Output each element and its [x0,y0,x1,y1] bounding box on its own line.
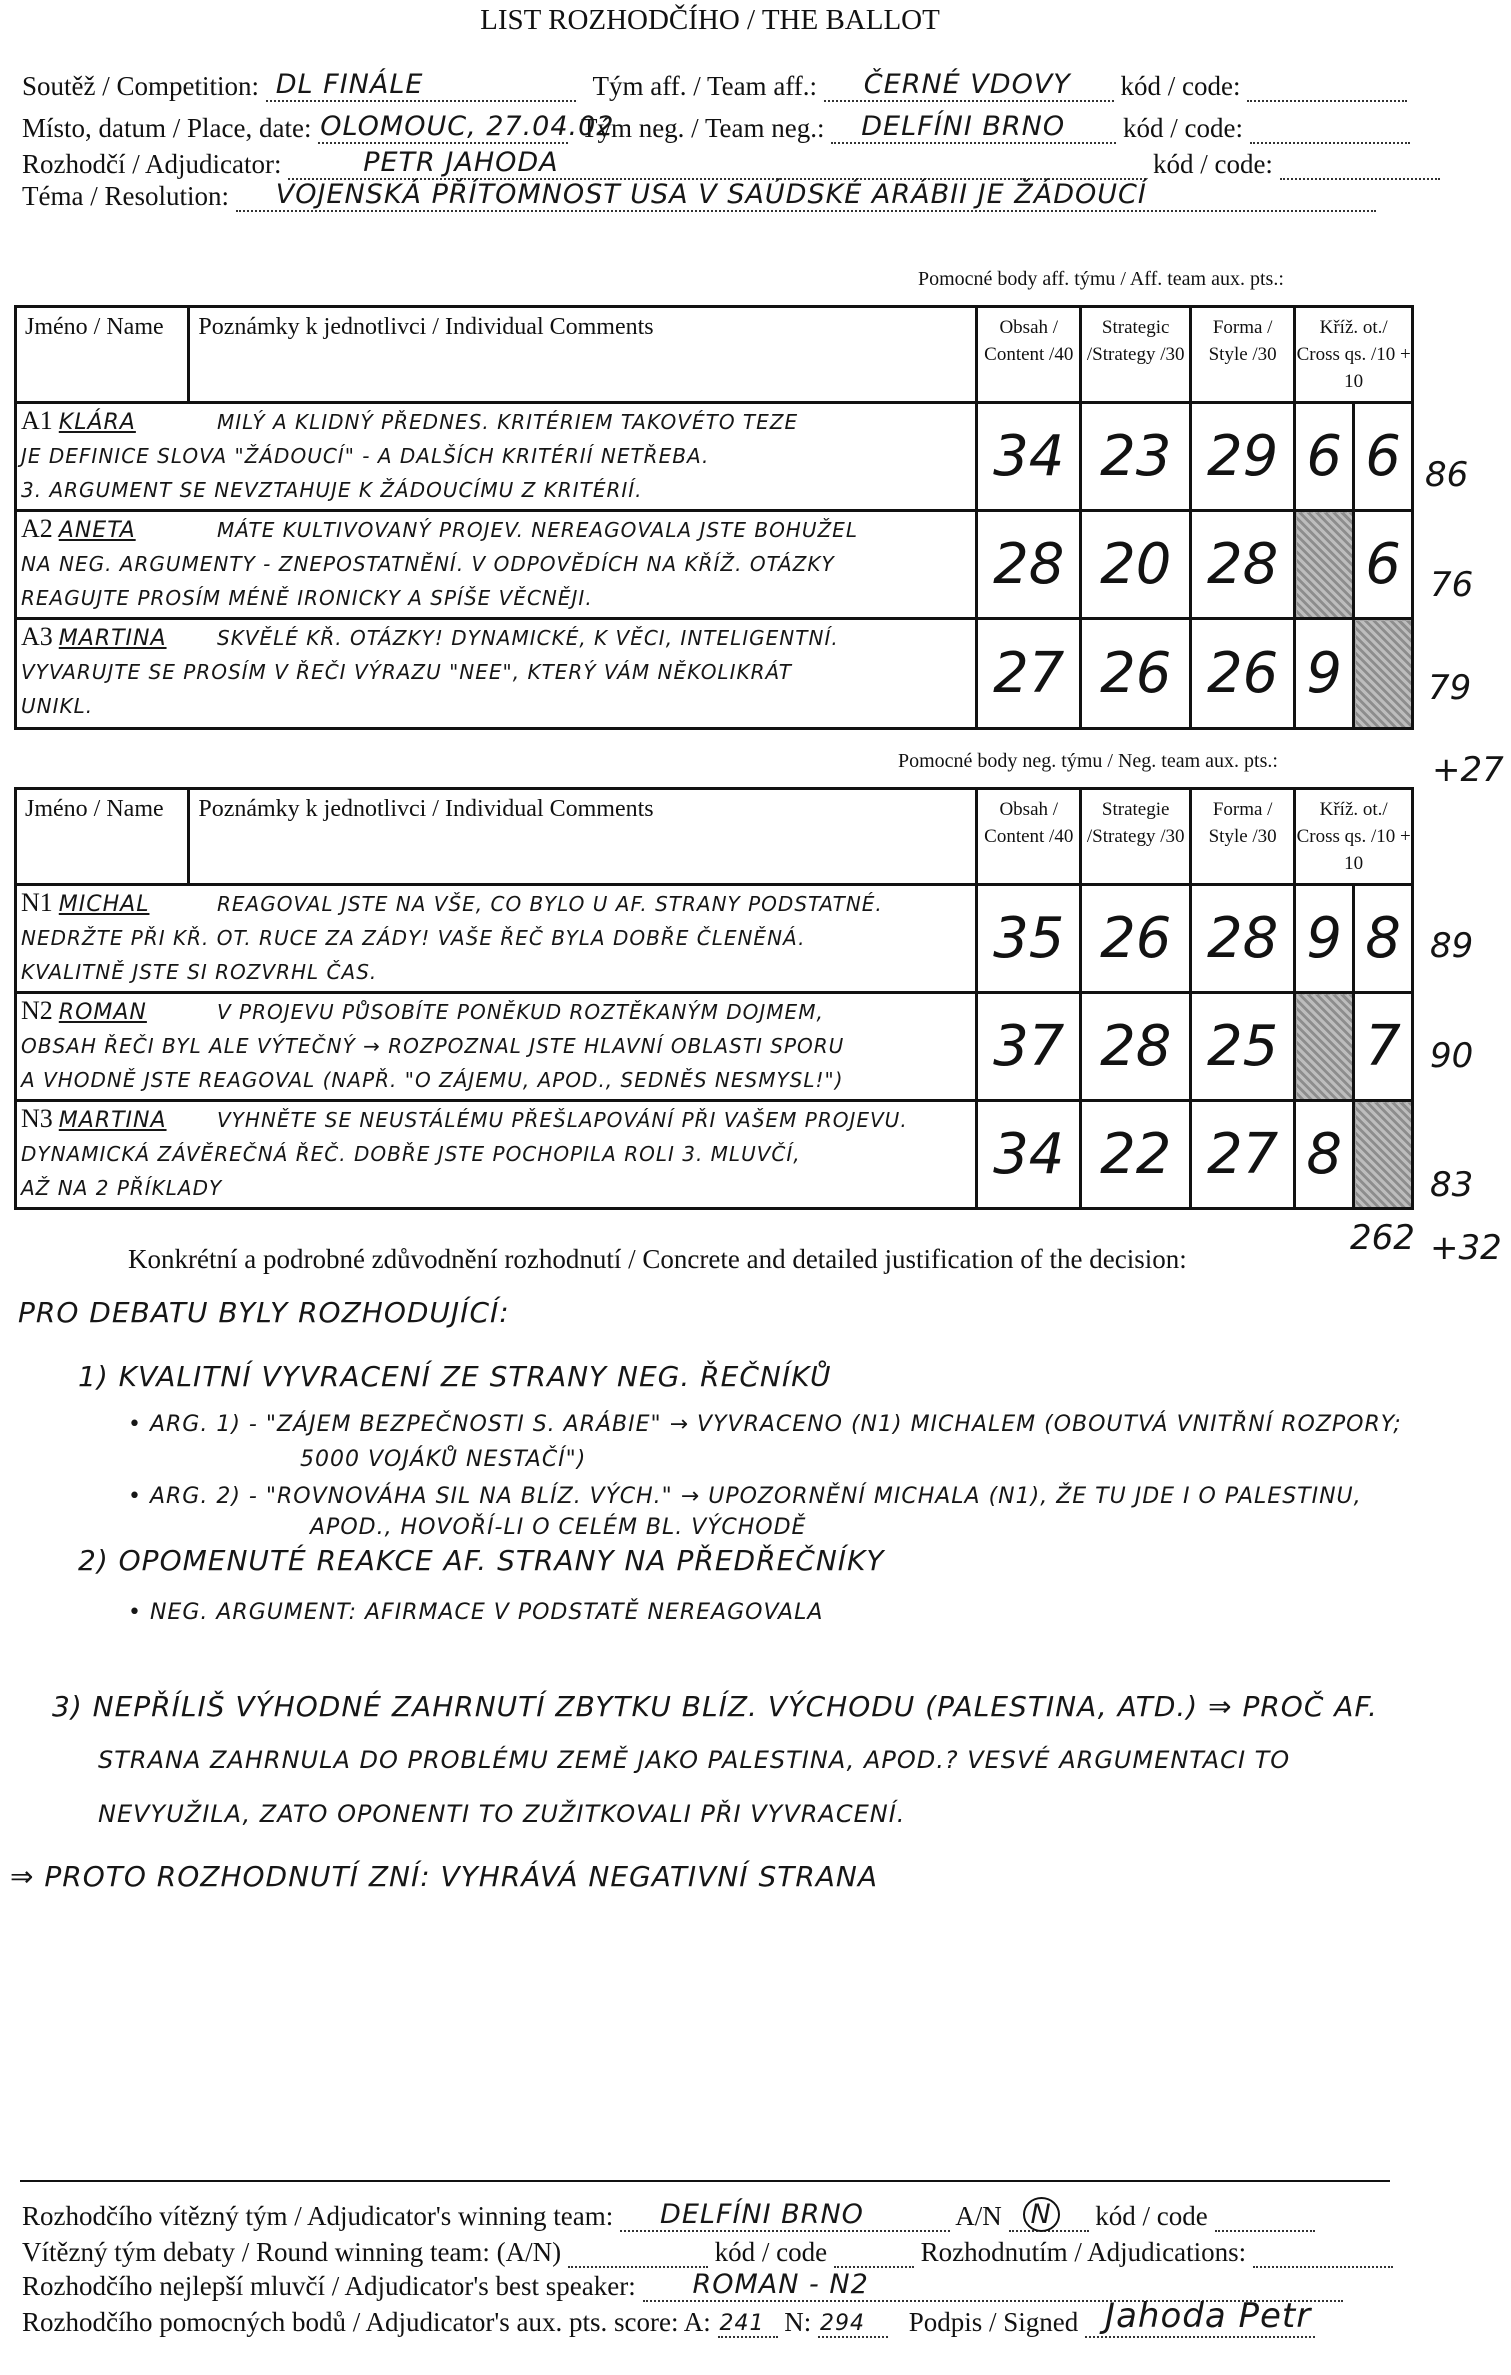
justification-line: 2) OPOMENUTÉ REAKCE AF. STRANY NA PŘEDŘEČNÍKY [78,1544,885,1577]
cross-score-shaded [1295,993,1354,1101]
aux-n-value: 294 [820,2311,866,2336]
speaker-name: ANETA [58,518,136,543]
team-neg-field[interactable] [831,112,1116,144]
winning-team-value: DELFÍNI BRNO [660,2199,864,2230]
aff-aux-label: Pomocné body aff. týmu / Aff. team aux. pts.: [918,268,1284,290]
neg-aux-total: +32 [1430,1228,1502,1268]
resolution-field[interactable] [236,180,1376,212]
style-score[interactable]: 28 [1190,511,1294,619]
team-aff-field[interactable] [824,70,1114,102]
aff-a1-total: 86 [1425,455,1469,495]
aff-col-cross: Kříž. ot./ Cross qs. /10 + 10 [1295,307,1413,403]
neg-col-style: Forma / Style /30 [1190,789,1294,885]
speaker-name: KLÁRA [58,410,136,435]
comment-line: A VHODNĚ JSTE REAGOVAL (NAPŘ. "O ZÁJEMU, APOD., SEDNĚS NESMYSL!") [21,1068,844,1092]
speaker-id: A3 MARTINA [21,622,167,651]
aux-a-field[interactable] [718,2306,778,2338]
signed-label: Podpis / Signed [908,2307,1079,2337]
style-score[interactable]: 28 [1190,885,1294,993]
aff-a2-comment-cell[interactable] [16,511,977,619]
best-speaker-label: Rozhodčího nejlepší mluvčí / Adjudicator's best speaker: [22,2271,636,2301]
place-row [22,112,1410,144]
winning-team-field[interactable] [620,2200,950,2232]
strategy-score[interactable]: 20 [1081,511,1190,619]
cross-score-shaded [1295,511,1354,619]
comment-line: 3. ARGUMENT SE NEVZTAHUJE K ŽÁDOUCÍMU Z KRITÉRIÍ. [21,478,643,502]
aux-n-field[interactable] [818,2306,888,2338]
resolution-value: VOJENSKÁ PŘÍTOMNOST USA V SAÚDSKÉ ARÁBII JE ŽÁDOUCÍ [275,179,1147,210]
cross-score[interactable]: 9 [1295,619,1354,729]
adjudicator-value: PETR JAHODA [363,147,559,178]
winning-team-row [22,2200,1315,2232]
an-label: A/N [955,2201,1002,2231]
neg-n2-comment-cell[interactable] [16,993,977,1101]
neg-header-row [16,789,1413,885]
an-value: N [1023,2197,1060,2232]
neg-col-cross: Kříž. ot./ Cross qs. /10 + 10 [1295,789,1413,885]
comment-line: JE DEFINICE SLOVA "ŽÁDOUCÍ" - A DALŠÍCH KRITÉRIÍ NETŘEBA. [21,444,710,468]
justification-line: • NEG. ARGUMENT: AFIRMACE V PODSTATĚ NEREAGOVALA [128,1600,824,1625]
justification-line: 3) NEPŘÍLIŠ VÝHODNÉ ZAHRNUTÍ ZBYTKU BLÍZ. VÝCHODU (PALESTINA, ATD.) ⇒ PROČ AF. [52,1690,1378,1723]
winning-code-field[interactable] [1215,2200,1315,2232]
content-score[interactable]: 35 [977,885,1081,993]
strategy-score[interactable]: 26 [1081,619,1190,729]
place-field[interactable] [318,111,615,144]
strategy-score[interactable]: 28 [1081,993,1190,1101]
neg-speaker-row-n1 [16,885,1413,993]
justification-line: NEVYUŽILA, ZATO OPONENTI TO ZUŽITKOVALI PŘI VYVRACENÍ. [98,1800,906,1828]
code-field-adj[interactable] [1280,148,1440,180]
aff-col-strategy: Strategic /Strategy /30 [1081,307,1190,403]
adjudications-field[interactable] [1253,2236,1393,2268]
comment-line: DYNAMICKÁ ZÁVĚREČNÁ ŘEČ. DOBŘE JSTE POCHOPILA ROLI 3. MLUVČÍ, [21,1142,801,1166]
content-score[interactable]: 34 [977,403,1081,511]
content-score[interactable]: 37 [977,993,1081,1101]
an-field[interactable] [1009,2200,1089,2232]
comment-line: UNIKL. [21,694,94,718]
competition-label: Soutěž / Competition: [22,71,259,101]
cross-bonus[interactable]: 8 [1354,885,1413,993]
comment-line: VYHNĚTE SE NEUSTÁLÉMU PŘEŠLAPOVÁNÍ PŘI VAŠEM PROJEVU. [217,1108,908,1132]
team-neg-label: Tým neg. / Team neg.: [580,113,825,143]
justification-conclusion: ⇒ PROTO ROZHODNUTÍ ZNÍ: VYHRÁVÁ NEGATIVNÍ STRANA [10,1860,879,1893]
comment-line: REAGOVAL JSTE NA VŠE, CO BYLO U AF. STRANY PODSTATNÉ. [217,892,883,916]
comment-line: OBSAH ŘEČI BYL ALE VÝTEČNÝ → ROZPOZNAL JSTE HLAVNÍ OBLASTI SPORU [21,1034,845,1058]
strategy-score[interactable]: 23 [1081,403,1190,511]
justification-line: 5000 VOJÁKŮ NESTAČÍ") [300,1447,587,1472]
neg-col-content: Obsah / Content /40 [977,789,1081,885]
aff-col-name: Jméno / Name [16,307,189,403]
round-winner-field[interactable] [568,2236,708,2268]
justification-line: PRO DEBATU BYLY ROZHODUJÍCÍ: [18,1296,510,1329]
aux-n-label: N: [784,2307,812,2337]
aff-score-table [14,305,1414,730]
justification-line: • ARG. 2) - "ROVNOVÁHA SIL NA BLÍZ. VÝCH." → UPOZORNĚNÍ MICHALA (N1), ŽE TU JDE I O PALESTINU, [128,1484,1362,1509]
winning-code-label: kód / code [1095,2201,1208,2231]
resolution-row [22,180,1376,212]
neg-col-strategy: Strategie /Strategy /30 [1081,789,1190,885]
speaker-name: MARTINA [58,1108,167,1133]
content-score[interactable]: 27 [977,619,1081,729]
neg-col-name: Jméno / Name [16,789,189,885]
round-code-label: kód / code [714,2237,828,2267]
cross-bonus-shaded [1354,1101,1413,1209]
aff-a3-total: 79 [1428,668,1472,708]
aff-a1-comment-cell[interactable] [16,403,977,511]
comment-line: AŽ NA 2 PŘÍKLADY [21,1176,223,1200]
neg-n1-total: 89 [1430,926,1474,966]
cross-bonus[interactable]: 6 [1354,511,1413,619]
comment-line: MILÝ A KLIDNÝ PŘEDNES. KRITÉRIEM TAKOVÉTO TEZE [217,410,799,434]
neg-speaker-row-n3 [16,1101,1413,1209]
speaker-name: ROMAN [58,1000,147,1025]
adjudicator-row [22,148,1440,180]
style-score[interactable]: 27 [1190,1101,1294,1209]
team-neg-value: DELFÍNI BRNO [861,111,1066,142]
aff-header-row [16,307,1413,403]
justification-line: • ARG. 1) - "ZÁJEM BEZPEČNOSTI S. ARÁBIE" → VYVRACENO (N1) MICHALEM (OBOUTVÁ VNITŘNÍ ROZPORY; [128,1412,1402,1437]
speaker-id: A2 ANETA [21,514,136,543]
aff-col-content: Obsah / Content /40 [977,307,1081,403]
speaker-id: N2 ROMAN [21,996,147,1025]
aff-speaker-row-a2 [16,511,1413,619]
speaker-name: MARTINA [58,626,167,651]
comment-line: SKVĚLÉ KŘ. OTÁZKY! DYNAMICKÉ, K VĚCI, INTELIGENTNÍ. [217,626,839,650]
neg-score-table [14,787,1414,1210]
code-field-neg[interactable] [1250,112,1410,144]
comment-line: REAGUJTE PROSÍM MÉNĚ IRONICKY A SPÍŠE VĚCNĚJI. [21,586,593,610]
aff-col-style: Forma / Style /30 [1190,307,1294,403]
speaker-id: A1 KLÁRA [21,406,136,435]
signature: Jahoda Petr [1105,2296,1312,2336]
justification-label: Konkrétní a podrobné zdůvodnění rozhodnutí / Concrete and detailed justification of the decision: [128,1244,1187,1274]
aff-a3-comment-cell[interactable] [16,619,977,729]
competition-value: DL FINÁLE [275,69,424,100]
aff-speaker-row-a1 [16,403,1413,511]
round-code-field[interactable] [834,2236,914,2268]
neg-speaker-row-n2 [16,993,1413,1101]
competition-field[interactable] [266,70,576,102]
adjudicator-label: Rozhodčí / Adjudicator: [22,149,282,179]
code-label-aff: kód / code: [1120,71,1241,101]
winning-team-label: Rozhodčího vítězný tým / Adjudicator's winning team: [22,2201,614,2231]
style-score[interactable]: 25 [1190,993,1294,1101]
neg-n3-total: 83 [1430,1165,1474,1205]
strategy-score[interactable]: 22 [1081,1101,1190,1209]
code-label-adj: kód / code: [1152,149,1273,179]
aux-score-label: Rozhodčího pomocných bodů / Adjudicator's aux. pts. score: A: [22,2307,711,2337]
cross-score[interactable]: 8 [1295,1101,1354,1209]
cross-score[interactable]: 9 [1295,885,1354,993]
place-label: Místo, datum / Place, date: [22,113,312,143]
cross-score[interactable]: 6 [1295,403,1354,511]
adjudicator-field[interactable] [288,148,1146,180]
aff-a2-total: 76 [1430,565,1474,605]
team-aff-label: Tým aff. / Team aff.: [592,71,818,101]
adjudications-label: Rozhodnutím / Adjudications: [920,2237,1247,2267]
neg-n2-total: 90 [1430,1036,1474,1076]
style-score[interactable]: 29 [1190,403,1294,511]
strategy-score[interactable]: 26 [1081,885,1190,993]
aff-speaker-row-a3 [16,619,1413,729]
speaker-name: MICHAL [58,892,150,917]
signature-field[interactable] [1085,2296,1315,2338]
aux-a-value: 241 [719,2311,765,2336]
justification-line: APOD., HOVOŘÍ-LI O CELÉM BL. VÝCHODĚ [310,1515,807,1540]
round-label: Vítězný tým debaty / Round winning team: (A/N) [22,2237,562,2267]
cross-bonus[interactable]: 7 [1354,993,1413,1101]
speaker-id: N3 MARTINA [21,1104,167,1133]
justification-line: STRANA ZAHRNULA DO PROBLÉMU ZEMĚ JAKO PALESTINA, APOD.? VESVÉ ARGUMENTACI TO [98,1746,1291,1774]
neg-aux-label: Pomocné body neg. týmu / Neg. team aux. pts.: [898,750,1278,772]
aff-col-comments: Poznámky k jednotlivci / Individual Comments [189,307,977,403]
team-aff-value: ČERNÉ VDOVY [863,69,1071,100]
comment-line: MÁTE KULTIVOVANÝ PROJEV. NEREAGOVALA JSTE BOHUŽEL [217,518,858,542]
neg-n1-comment-cell[interactable] [16,885,977,993]
justification-line: 1) KVALITNÍ VYVRACENÍ ZE STRANY NEG. ŘEČNÍKŮ [78,1360,832,1393]
place-value: OLOMOUC, 27.04.02 [320,111,615,142]
best-speaker-value: ROMAN - N2 [692,2269,869,2300]
competition-row [22,70,1407,102]
neg-grand-total: 262 [1350,1218,1415,1258]
cross-bonus-shaded [1354,619,1413,729]
style-score[interactable]: 26 [1190,619,1294,729]
comment-line: NEDRŽTE PŘI KŘ. OT. RUCE ZA ZÁDY! VAŠE ŘEČ BYLA DOBŘE ČLENĚNÁ. [21,926,806,950]
neg-n3-comment-cell[interactable] [16,1101,977,1209]
comment-line: KVALITNĚ JSTE SI ROZVRHL ČAS. [21,960,378,984]
footer-divider [20,2180,1390,2182]
content-score[interactable]: 34 [977,1101,1081,1209]
comment-line: V PROJEVU PŮSOBÍTE PONĚKUD ROZTĚKANÝM DOJMEM, [217,1000,824,1024]
round-winner-row [22,2236,1393,2268]
page-title: LIST ROZHODČÍHO / THE BALLOT [480,4,940,36]
speaker-id: N1 MICHAL [21,888,150,917]
cross-bonus[interactable]: 6 [1354,403,1413,511]
comment-line: NA NEG. ARGUMENTY - ZNEPOSTATNĚNÍ. V ODPOVĚDÍCH NA KŘÍŽ. OTÁZKY [21,552,835,576]
neg-col-comments: Poznámky k jednotlivci / Individual Comments [189,789,977,885]
code-field-aff[interactable] [1247,70,1407,102]
aff-aux-total: +27 [1432,750,1504,790]
resolution-label: Téma / Resolution: [22,181,229,211]
aux-score-row [22,2296,1315,2338]
content-score[interactable]: 28 [977,511,1081,619]
comment-line: VYVARUJTE SE PROSÍM V ŘEČI VÝRAZU "NEE", KTERÝ VÁM NĚKOLIKRÁT [21,660,792,684]
code-label-neg: kód / code: [1123,113,1243,143]
